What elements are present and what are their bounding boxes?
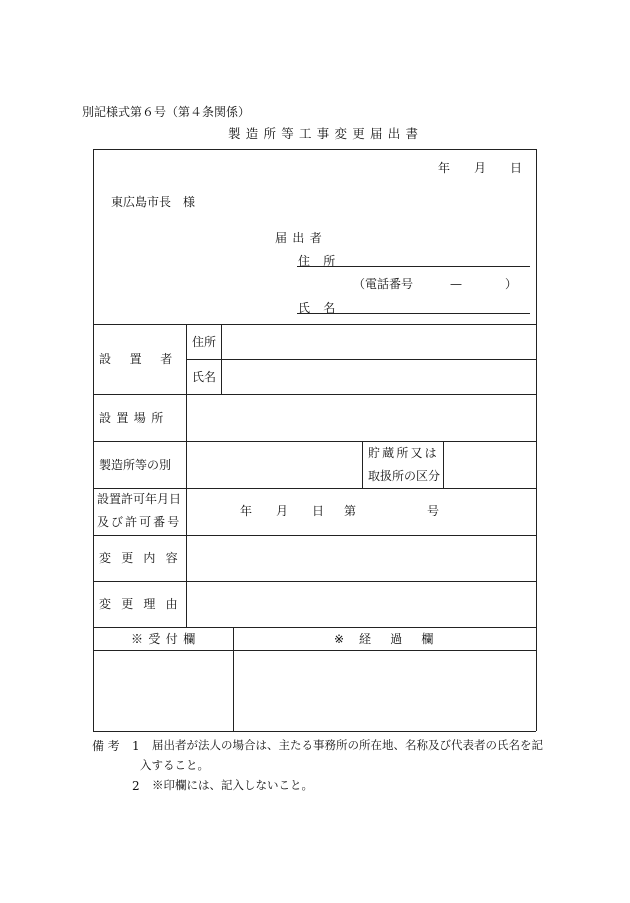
note1-line1: 届出者が法人の場合は、主たる事務所の所在地、名称及び代表者の氏名を記 xyxy=(152,738,543,752)
applicant-address-field[interactable] xyxy=(297,266,530,267)
applicant-name-label: 氏名 xyxy=(298,301,349,315)
date-year: 年 xyxy=(438,161,451,175)
addressee: 東広島市長 様 xyxy=(111,195,196,209)
location-label: 設置場所 xyxy=(99,411,169,425)
form-number: 別記様式第６号（第４条関係） xyxy=(82,105,251,119)
note1-line2: 入すること。 xyxy=(140,758,209,772)
reception-area xyxy=(94,651,232,730)
note1-number: 1 xyxy=(132,739,140,753)
progress-area xyxy=(234,651,535,730)
installer-address-input[interactable] xyxy=(222,325,535,358)
date-month: 月 xyxy=(474,161,487,175)
installer-label xyxy=(99,352,191,366)
change-content-label: 変更内容 xyxy=(99,551,188,565)
reception-header: ※受付欄 xyxy=(131,632,201,646)
storage-type-input[interactable] xyxy=(444,442,535,487)
applicant-address-label: 住所 xyxy=(298,254,349,268)
change-content-input[interactable] xyxy=(187,536,535,580)
storage-type-label-1: 貯蔵所又は xyxy=(368,446,439,460)
progress-header-text: 経過欄 xyxy=(359,632,453,646)
facility-type-label: 製造所等の別 xyxy=(99,458,172,472)
date-day: 日 xyxy=(510,161,523,175)
permit-day: 日 xyxy=(312,504,325,518)
note2-number: 2 xyxy=(132,779,140,793)
applicant-phone-suffix: ） xyxy=(505,277,518,291)
permit-go: 号 xyxy=(427,504,440,518)
permit-month: 月 xyxy=(276,504,289,518)
progress-header-mark: ※ xyxy=(334,632,345,646)
storage-type-label-2: 取扱所の区分 xyxy=(368,469,441,483)
installer-label-text: 設置者 xyxy=(99,352,191,366)
permit-dai: 第 xyxy=(344,504,357,518)
facility-type-input[interactable] xyxy=(187,442,361,487)
applicant-phone-dash: — xyxy=(450,277,462,291)
note2-text: ※印欄には、記入しないこと。 xyxy=(152,778,313,792)
installer-name-label: 氏名 xyxy=(192,370,217,384)
applicant-name-field[interactable] xyxy=(297,313,530,314)
notes-heading: 備考 xyxy=(92,739,124,753)
change-reason-label: 変更理由 xyxy=(99,597,188,611)
permit-label-1: 設置許可年月日 xyxy=(97,492,182,506)
applicant-phone-prefix: （電話番号 xyxy=(353,277,414,291)
change-reason-input[interactable] xyxy=(187,582,535,626)
permit-label-2: 及び許可番号 xyxy=(97,515,182,529)
form-title: 製造所等工事変更届出書 xyxy=(228,126,424,141)
installer-address-label: 住所 xyxy=(192,335,217,349)
applicant-label: 届出者 xyxy=(275,231,328,245)
permit-year: 年 xyxy=(240,504,253,518)
location-input[interactable] xyxy=(187,395,535,440)
installer-name-input[interactable] xyxy=(222,360,535,393)
